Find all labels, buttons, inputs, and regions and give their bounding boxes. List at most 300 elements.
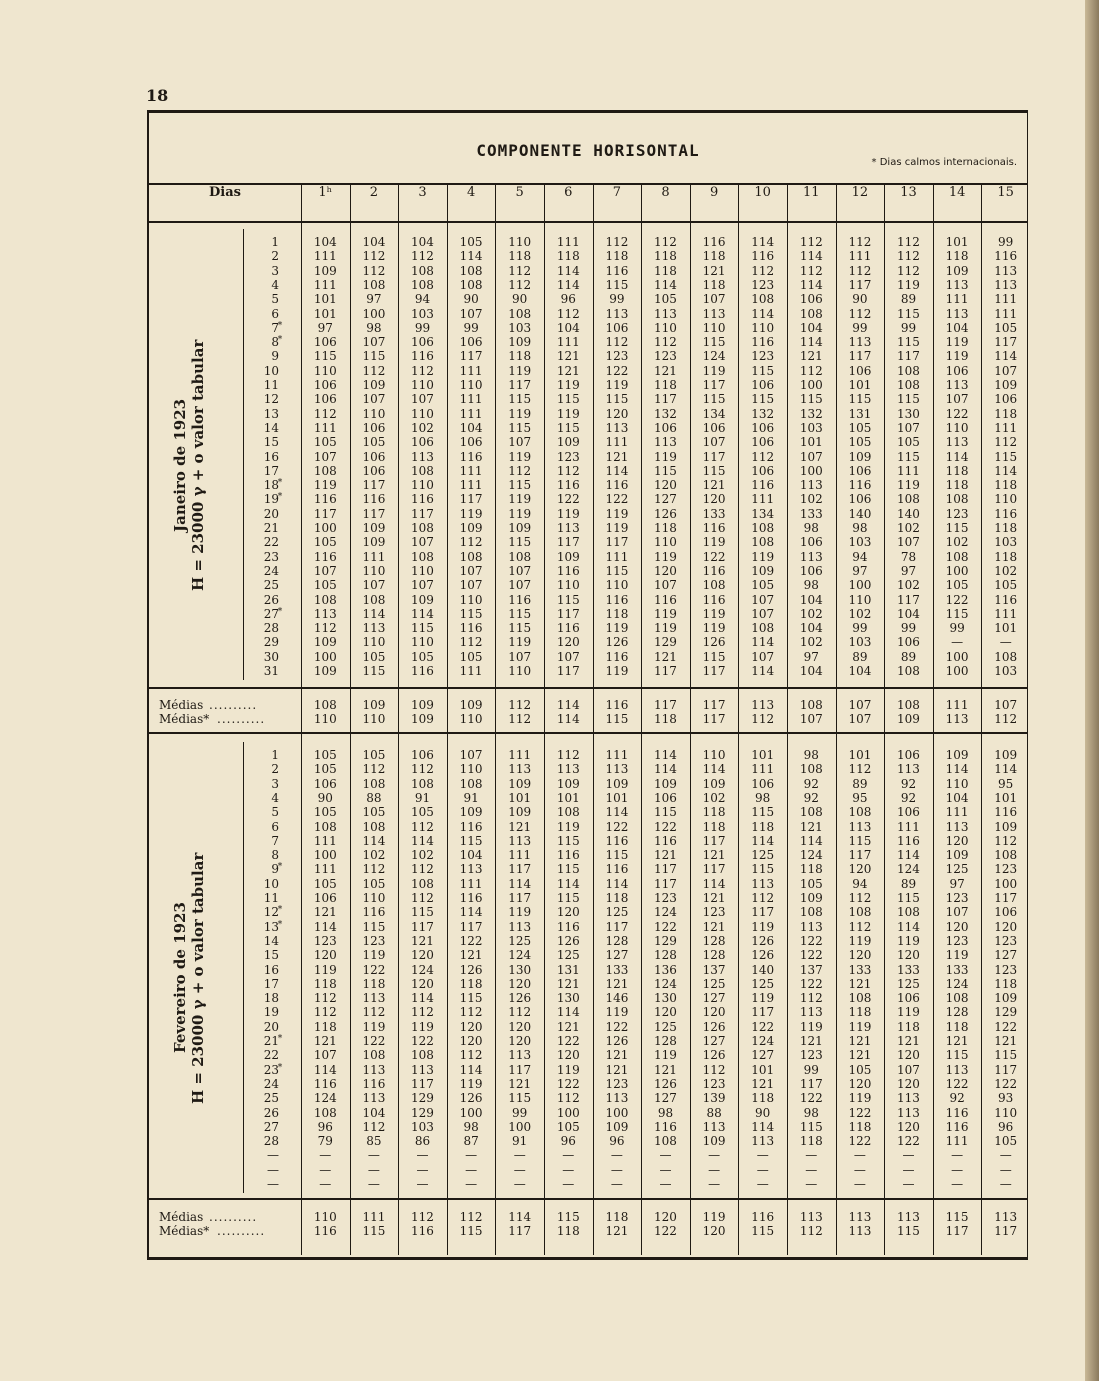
table-cell: — <box>465 1148 478 1163</box>
table-cell: 124 <box>702 349 726 364</box>
table-cell: 123 <box>945 891 969 905</box>
table-cell: 112 <box>508 263 532 278</box>
table-cell: 117 <box>459 492 483 507</box>
table-cell: 113 <box>411 449 434 464</box>
table-cell: 113 <box>799 478 823 493</box>
table-cell: 105 <box>897 435 920 450</box>
table-cell: 113 <box>945 819 969 834</box>
table-cell: 121 <box>945 1034 969 1048</box>
table-cell: 118 <box>313 1019 337 1034</box>
table-cell: 114 <box>654 748 677 762</box>
day-number: 12 <box>263 905 279 920</box>
table-cell: 115 <box>702 649 726 664</box>
table-cell: 117 <box>897 592 920 607</box>
table-cell: 114 <box>945 449 969 464</box>
table-cell: 98 <box>755 790 771 805</box>
table-cell: 109 <box>459 521 483 535</box>
table-cell: — <box>513 1162 526 1177</box>
column-header-hour-11: 11 <box>803 185 820 200</box>
table-cell: 113 <box>313 606 337 621</box>
table-cell: 119 <box>702 535 726 550</box>
table-cell: 111 <box>945 1134 969 1149</box>
table-cell: 114 <box>702 762 726 777</box>
table-cell: 99 <box>803 1062 819 1077</box>
table-cell: 112 <box>556 306 580 321</box>
day-number: 25 <box>263 1091 279 1106</box>
table-cell: 106 <box>897 635 920 650</box>
means-cell: 110 <box>313 1210 337 1224</box>
day-number: 8 <box>271 848 279 863</box>
table-cell: 118 <box>605 891 629 905</box>
table-cell: 100 <box>945 649 969 664</box>
means-cell: 118 <box>654 712 677 726</box>
table-row <box>149 848 1027 862</box>
calm-day-mark: * <box>277 478 283 489</box>
table-cell: 111 <box>994 292 1018 307</box>
table-cell: 105 <box>459 649 483 664</box>
table-cell: 103 <box>994 535 1018 550</box>
table-cell: 125 <box>945 862 969 877</box>
table-row <box>149 1120 1027 1134</box>
table-cell: 115 <box>313 349 337 364</box>
table-cell: 120 <box>848 862 872 877</box>
table-cell: 116 <box>994 592 1018 607</box>
table-cell: 114 <box>459 905 483 920</box>
table-cell: 108 <box>897 492 920 507</box>
means-cell: 115 <box>897 1224 920 1238</box>
table-cell: 121 <box>313 1034 337 1048</box>
table-cell: 115 <box>897 392 920 407</box>
table-cell: 104 <box>799 664 823 678</box>
table-cell: 117 <box>459 919 483 934</box>
table-cell: 129 <box>994 1005 1018 1020</box>
table-cell: 126 <box>654 1076 677 1091</box>
table-cell: 112 <box>313 621 337 636</box>
table-row <box>149 820 1027 834</box>
table-cell: 112 <box>556 1091 580 1106</box>
table-cell: 102 <box>897 521 920 535</box>
table-cell: 118 <box>654 249 677 264</box>
means-row <box>149 712 1027 726</box>
table-cell: 124 <box>654 905 677 920</box>
table-cell: 97 <box>366 292 382 307</box>
table-cell: 108 <box>313 463 337 478</box>
table-row <box>149 278 1027 292</box>
table-cell: 104 <box>459 420 483 435</box>
table-cell: 109 <box>799 891 823 905</box>
table-row <box>149 249 1027 263</box>
table-cell: 119 <box>702 606 726 621</box>
table-cell: 101 <box>994 790 1018 805</box>
table-cell: 100 <box>945 664 969 678</box>
table-cell: 112 <box>362 1005 386 1020</box>
table-cell: 101 <box>994 621 1018 636</box>
table-cell: — <box>805 1177 818 1191</box>
table-cell: 118 <box>994 478 1018 493</box>
table-cell: 129 <box>411 1105 434 1120</box>
table-cell: 122 <box>799 1091 823 1106</box>
table-cell: 119 <box>556 406 580 421</box>
means-label: Médias <box>159 1210 204 1224</box>
table-cell: 119 <box>702 621 726 636</box>
table-cell: 115 <box>605 563 629 578</box>
table-cell: 92 <box>803 776 819 791</box>
table-cell: 110 <box>411 563 434 578</box>
table-cell: 111 <box>751 492 775 507</box>
means-label: Médias* <box>159 1224 210 1238</box>
table-cell: 122 <box>605 492 629 507</box>
table-cell: 90 <box>463 292 479 307</box>
table-cell: 86 <box>414 1134 431 1149</box>
table-cell: 108 <box>799 762 823 777</box>
table-cell: 117 <box>702 449 726 464</box>
table-cell: 133 <box>897 962 920 977</box>
table-cell: 91 <box>512 1134 528 1149</box>
table-cell: 106 <box>897 805 920 820</box>
table-cell: 115 <box>897 306 920 321</box>
table-cell: 123 <box>994 962 1018 977</box>
day-number: 1 <box>271 748 279 762</box>
table-cell: 105 <box>362 748 386 762</box>
table-cell: 88 <box>706 1105 722 1120</box>
table-cell: 113 <box>556 521 580 535</box>
table-cell: 100 <box>848 578 872 593</box>
table-cell: 106 <box>799 563 823 578</box>
table-cell: 121 <box>605 1048 629 1063</box>
table-cell: 98 <box>803 1105 819 1120</box>
calm-day-mark: * <box>277 320 283 331</box>
table-cell: 108 <box>848 991 872 1006</box>
means-cell: 112 <box>411 1210 434 1224</box>
table-cell: 119 <box>508 635 532 650</box>
table-cell: 137 <box>702 962 726 977</box>
day-number: 9 <box>271 349 279 364</box>
table-cell: 118 <box>459 976 483 991</box>
table-cell: 120 <box>313 948 337 963</box>
table-cell: 119 <box>556 1062 580 1077</box>
table-cell: 117 <box>362 506 386 521</box>
day-number: 28 <box>263 621 279 636</box>
table-cell: 108 <box>945 549 969 564</box>
means-cell: 116 <box>411 1224 434 1238</box>
table-cell: — <box>951 1162 964 1177</box>
table-cell: 107 <box>313 563 337 578</box>
table-cell: 104 <box>945 320 969 335</box>
table-cell: 119 <box>556 819 580 834</box>
table-cell: 115 <box>556 392 580 407</box>
table-cell: 109 <box>994 748 1018 762</box>
table-cell: 118 <box>799 1134 823 1149</box>
table-header <box>149 113 1027 185</box>
table-cell: 107 <box>313 1048 337 1063</box>
table-row <box>149 963 1027 977</box>
table-cell: — <box>367 1162 380 1177</box>
table-cell: 113 <box>508 919 532 934</box>
table-cell: 102 <box>799 635 823 650</box>
table-cell: 100 <box>313 649 337 664</box>
table-cell: 122 <box>556 1076 580 1091</box>
table-cell: 111 <box>459 392 483 407</box>
table-cell: 114 <box>654 277 677 292</box>
table-cell: 107 <box>799 449 823 464</box>
table-cell: 113 <box>994 277 1018 292</box>
table-cell: 119 <box>654 606 677 621</box>
means-row <box>149 698 1027 712</box>
day-number: 15 <box>263 435 279 450</box>
table-cell: 122 <box>556 1034 580 1048</box>
table-cell: 124 <box>751 1034 775 1048</box>
day-number: 16 <box>263 449 279 464</box>
table-cell: 113 <box>556 762 580 777</box>
means-row <box>149 1224 1027 1238</box>
january-month-title: Janeiro de 1923 <box>171 398 189 532</box>
table-row <box>149 650 1027 664</box>
table-cell: 117 <box>411 1076 434 1091</box>
table-cell: 116 <box>508 592 532 607</box>
table-cell: 119 <box>508 363 532 378</box>
table-cell: 114 <box>411 606 434 621</box>
table-title: COMPONENTE HORISONTAL <box>476 141 700 160</box>
table-cell: 130 <box>508 962 532 977</box>
day-number: 2 <box>271 249 279 264</box>
table-cell: 115 <box>605 392 629 407</box>
table-cell: 112 <box>751 449 775 464</box>
table-cell: 118 <box>362 976 386 991</box>
table-cell: 107 <box>459 578 483 593</box>
table-cell: 113 <box>411 1062 434 1077</box>
table-row <box>149 435 1027 449</box>
table-cell: 110 <box>556 578 580 593</box>
table-cell: 106 <box>654 420 677 435</box>
table-cell: 118 <box>994 521 1018 535</box>
table-cell: 121 <box>848 1034 872 1048</box>
table-cell: 78 <box>900 549 917 564</box>
means-cell: 120 <box>702 1224 726 1238</box>
table-cell: 112 <box>848 762 872 777</box>
table-cell: 109 <box>556 776 580 791</box>
table-cell: 112 <box>605 235 629 249</box>
table-cell: 100 <box>313 521 337 535</box>
table-cell: 101 <box>605 790 629 805</box>
table-cell: 106 <box>362 420 386 435</box>
table-cell: 119 <box>654 549 677 564</box>
table-cell: 109 <box>994 991 1018 1006</box>
table-cell: 122 <box>459 933 483 948</box>
table-cell: 112 <box>654 235 677 249</box>
table-cell: 117 <box>702 378 726 392</box>
column-header-dias: Dias <box>209 185 241 200</box>
table-cell: 123 <box>994 933 1018 948</box>
day-number: 12 <box>263 392 279 407</box>
table-cell: — <box>805 1148 818 1163</box>
table-cell: 117 <box>411 506 434 521</box>
table-cell: 118 <box>702 805 726 820</box>
day-number: 16 <box>263 962 279 977</box>
table-cell: 118 <box>751 1091 775 1106</box>
table-cell: 112 <box>799 363 823 378</box>
table-cell: 108 <box>702 578 726 593</box>
table-cell: 109 <box>313 263 337 278</box>
page-number: 18 <box>146 86 169 105</box>
table-cell: 114 <box>508 876 532 891</box>
table-cell: 94 <box>852 876 868 891</box>
table-cell: 130 <box>654 991 677 1006</box>
table-cell: 102 <box>702 790 726 805</box>
table-row <box>149 407 1027 421</box>
table-cell: 120 <box>459 1034 483 1048</box>
table-cell: 115 <box>508 392 532 407</box>
table-cell: 106 <box>362 449 386 464</box>
table-cell: 126 <box>459 962 483 977</box>
table-row <box>149 235 1027 249</box>
table-cell: 105 <box>556 1119 580 1134</box>
table-cell: 121 <box>702 891 726 905</box>
table-cell: 105 <box>848 420 872 435</box>
table-cell: — <box>610 1162 623 1177</box>
table-cell: 111 <box>362 549 386 564</box>
table-cell: 112 <box>799 263 823 278</box>
table-row <box>149 292 1027 306</box>
table-cell: 119 <box>411 1019 434 1034</box>
table-row <box>149 378 1027 392</box>
table-cell: 105 <box>459 235 483 249</box>
table-cell: 111 <box>459 664 483 678</box>
table-cell: 98 <box>803 578 819 593</box>
table-cell: 121 <box>508 1076 532 1091</box>
table-cell: 107 <box>751 649 775 664</box>
table-cell: 101 <box>556 790 580 805</box>
table-cell: 106 <box>799 292 823 307</box>
table-cell: 115 <box>508 606 532 621</box>
table-cell: 115 <box>362 349 386 364</box>
day-number: 6 <box>271 306 279 321</box>
table-cell: 115 <box>654 805 677 820</box>
table-cell: 114 <box>994 762 1018 777</box>
table-cell: 106 <box>313 335 337 350</box>
table-cell: 121 <box>654 649 677 664</box>
table-cell: — <box>756 1162 769 1177</box>
table-row <box>149 364 1027 378</box>
table-cell: 112 <box>702 1062 726 1077</box>
table-cell: 110 <box>848 592 872 607</box>
column-header-hour-9: 9 <box>709 185 719 200</box>
book-spine <box>1085 0 1099 1381</box>
table-cell: 122 <box>848 1105 872 1120</box>
table-cell: 116 <box>411 492 434 507</box>
table-cell: 125 <box>751 976 775 991</box>
table-cell: 106 <box>848 492 872 507</box>
table-cell: 113 <box>362 991 386 1006</box>
means-row <box>149 1210 1027 1224</box>
table-cell: — <box>562 1162 575 1177</box>
table-cell: 91 <box>463 790 479 805</box>
table-cell: 99 <box>414 320 431 335</box>
table-cell: 118 <box>945 1019 969 1034</box>
table-cell: 111 <box>605 748 629 762</box>
table-cell: 115 <box>654 463 677 478</box>
means-cell: 109 <box>459 698 483 712</box>
table-cell: 109 <box>654 776 677 791</box>
table-cell: 114 <box>459 249 483 264</box>
table-cell: 112 <box>411 363 434 378</box>
table-cell: 117 <box>994 335 1018 350</box>
table-cell: 126 <box>751 933 775 948</box>
day-number: 22 <box>263 1048 279 1063</box>
table-cell: 112 <box>313 1005 337 1020</box>
table-cell: 133 <box>702 506 726 521</box>
table-cell: 102 <box>411 420 434 435</box>
day-number: 14 <box>263 420 279 435</box>
table-cell: 110 <box>459 378 483 392</box>
table-row <box>149 1106 1027 1120</box>
table-cell: 112 <box>994 833 1018 848</box>
table-cell: 97 <box>803 649 819 664</box>
table-cell: — <box>416 1148 429 1163</box>
table-cell: 121 <box>702 848 726 863</box>
table-cell: 118 <box>702 249 726 264</box>
table-cell: 120 <box>945 919 969 934</box>
table-cell: 106 <box>411 335 434 350</box>
table-cell: 109 <box>702 1134 726 1149</box>
table-cell: 120 <box>897 1076 920 1091</box>
table-cell: 124 <box>897 862 920 877</box>
means-cell: 113 <box>751 698 775 712</box>
day-number: 17 <box>263 463 279 478</box>
table-cell: 123 <box>994 862 1018 877</box>
means-cell: 116 <box>313 1224 337 1238</box>
table-cell: 99 <box>463 320 479 335</box>
table-cell: 121 <box>799 819 823 834</box>
table-row <box>149 578 1027 592</box>
table-cell: 111 <box>313 277 337 292</box>
means-label: Médias <box>159 698 204 712</box>
table-cell: 129 <box>654 933 677 948</box>
table-cell: 108 <box>362 1048 386 1063</box>
means-cell: 118 <box>605 1210 629 1224</box>
section-divider <box>149 1198 1027 1200</box>
day-number: 14 <box>263 933 279 948</box>
day-number: 5 <box>271 805 279 820</box>
table-cell: 115 <box>751 862 775 877</box>
table-cell: 109 <box>556 549 580 564</box>
table-row <box>149 891 1027 905</box>
table-cell: 108 <box>411 876 434 891</box>
table-cell: 105 <box>945 578 969 593</box>
table-cell: 111 <box>897 463 920 478</box>
table-cell: 113 <box>362 621 386 636</box>
table-cell: 108 <box>411 463 434 478</box>
table-cell: 120 <box>654 1005 677 1020</box>
table-cell: 111 <box>313 249 337 264</box>
table-cell: 118 <box>799 862 823 877</box>
table-cell: 111 <box>556 235 580 249</box>
table-cell: 116 <box>556 563 580 578</box>
table-cell: 122 <box>411 1034 434 1048</box>
table-cell: 113 <box>751 1134 775 1149</box>
table-cell: — <box>999 635 1012 650</box>
table-cell: 106 <box>459 335 483 350</box>
table-row <box>149 862 1027 876</box>
table-cell: 126 <box>702 635 726 650</box>
table-cell: 101 <box>945 235 969 249</box>
table-cell: — <box>902 1148 915 1163</box>
table-cell: 103 <box>411 306 434 321</box>
table-cell: 96 <box>609 1134 625 1149</box>
table-row <box>149 934 1027 948</box>
table-cell: 125 <box>751 848 775 863</box>
table-cell: 111 <box>459 363 483 378</box>
table-row <box>149 762 1027 776</box>
